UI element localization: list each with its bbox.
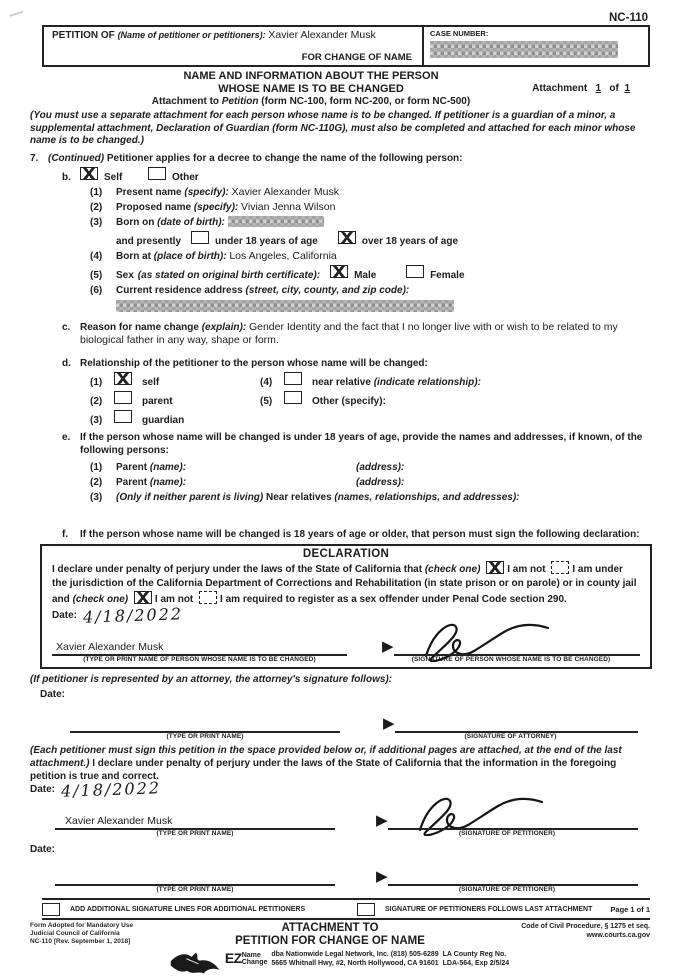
male-label: Male xyxy=(354,269,377,281)
presently-label: and presently xyxy=(116,235,182,247)
field-4-number: (4) xyxy=(90,250,103,262)
ez-logo-text: EZ xyxy=(224,949,242,966)
checkbox-over-18[interactable] xyxy=(338,231,356,244)
relationship-text: Relationship of the petitioner to the person whose name will be changed: xyxy=(80,357,428,369)
i-am-label-1: I am xyxy=(572,563,593,575)
item-e-label: e. xyxy=(62,431,71,443)
attorney-date-label: Date: xyxy=(40,688,66,700)
near-relatives-cond: (Only if neither parent is living) xyxy=(116,491,264,503)
petitioner-verification-text xyxy=(30,744,654,783)
near-relatives-hint: (names, relationships, and addresses): xyxy=(334,491,520,503)
footer-code-reference: Code of Civil Procedure, § 1275 et seq. xyxy=(521,922,650,930)
petitioner-signature-row-2 xyxy=(55,872,638,893)
relationship-row-1 xyxy=(90,372,678,389)
field-address xyxy=(90,284,678,297)
female-label: Female xyxy=(430,269,465,281)
petitioner-signature-row-1 xyxy=(55,796,638,837)
rel-guardian-label: guardian xyxy=(142,414,185,426)
petition-of-hint: (Name of petitioner or petitioners): xyxy=(117,30,266,40)
present-name-value: Xavier Alexander Musk xyxy=(231,185,339,198)
attorney-intro: (If petitioner is represented by an attorney, the attorney's signature follows): xyxy=(30,673,393,685)
subtitle-petition: Petition xyxy=(221,96,259,107)
item-7b-label: b. xyxy=(62,171,71,183)
sex-hint: (as stated on original birth certificate): xyxy=(137,269,321,281)
attachment-number: 1 xyxy=(595,83,602,94)
checkbox-i-am-not-offender[interactable] xyxy=(134,591,152,604)
signature-arrow-icon xyxy=(382,638,394,656)
attorney-signature-caption: (SIGNATURE OF ATTORNEY) xyxy=(464,732,557,740)
parent-1-number: (1) xyxy=(90,461,103,473)
checkbox-other[interactable] xyxy=(148,167,166,180)
born-at-label: Born at xyxy=(116,250,151,262)
decl-date-label: Date: xyxy=(52,609,78,621)
present-name-hint: (specify): xyxy=(184,186,229,198)
checkbox-under-18[interactable] xyxy=(191,231,209,244)
item-c-label: c. xyxy=(62,321,71,333)
attachment-of-label: of xyxy=(609,83,619,94)
rel-self-label: self xyxy=(142,376,160,388)
checkbox-i-am-offender[interactable] xyxy=(199,591,217,604)
near-relatives-label: Near relatives xyxy=(263,491,335,503)
form-footer xyxy=(30,922,650,948)
attorney-name-caption: (TYPE OR PRINT NAME) xyxy=(166,732,244,740)
item-f-label: f. xyxy=(62,528,69,540)
footer-title-line2: PETITION FOR CHANGE OF NAME xyxy=(235,934,425,947)
for-change-of-name-label: FOR CHANGE OF NAME xyxy=(301,52,412,63)
parent-2-row xyxy=(90,476,678,489)
county-reg-line-1: LA County Reg No. xyxy=(442,950,507,958)
form-title-line1: NAME AND INFORMATION ABOUT THE PERSON xyxy=(183,70,439,82)
checkbox-i-am-not-prison[interactable] xyxy=(486,561,504,574)
checkbox-add-signature-lines[interactable] xyxy=(42,903,60,916)
checkbox-i-am-prison[interactable] xyxy=(551,561,569,574)
field-5-number: (5) xyxy=(90,269,103,281)
checkbox-self[interactable] xyxy=(80,167,98,180)
instructions-paragraph: (You must use a separate attachment for each person whose name is to be changed. If petitioner is a guardian of a minor, a supplemental attachment, Declaration of Guardian (form NC-110G), must also be completed and attached for each minor whose name is to be changed.) xyxy=(30,110,636,146)
decl-text-2: under the jurisdiction of the California Department of Corrections and Rehabilitation (in state prison or on parole) or in county jail and xyxy=(52,563,637,605)
checkbox-rel-self[interactable] xyxy=(114,372,132,385)
form-title-line2: WHOSE NAME IS TO BE CHANGED xyxy=(218,82,404,95)
checkbox-signature-follows[interactable] xyxy=(357,903,375,916)
decl-signature-caption: (SIGNATURE OF PERSON WHOSE NAME IS TO BE CHANGED) xyxy=(411,655,611,663)
field-2-number: (2) xyxy=(90,201,103,213)
caption-box xyxy=(42,25,650,67)
field-3-number: (3) xyxy=(90,216,103,228)
decl-name-caption: (TYPE OR PRINT NAME OF PERSON WHOSE NAME IS TO BE CHANGED) xyxy=(83,655,316,663)
checkbox-female[interactable] xyxy=(406,265,424,278)
field-born-at xyxy=(90,250,678,263)
under-18-label: under 18 years of age xyxy=(215,235,318,247)
present-name-label: Present name xyxy=(116,186,182,198)
subtitle-post: (form NC-100, form NC-200, or form NC-500) xyxy=(258,96,471,107)
attachment-label: Attachment xyxy=(532,83,588,94)
attachment-counter xyxy=(532,83,630,94)
page-indicator: Page 1 of 1 xyxy=(610,904,650,914)
item-f xyxy=(62,528,678,541)
petitioner-printed-name: Xavier Alexander Musk xyxy=(55,815,335,830)
petitioner-date-row xyxy=(30,777,678,801)
declaration-box xyxy=(40,544,652,669)
county-reg-line-2: LDA-564, Exp 2/5/24 xyxy=(442,959,510,967)
petitioner-signature-caption: (SIGNATURE OF PETITIONER) xyxy=(458,829,556,837)
decl-date-value: 4/18/2022 xyxy=(82,603,184,627)
add-signature-lines-label: ADD ADDITIONAL SIGNATURE LINES FOR ADDITIONAL PETITIONERS xyxy=(70,905,306,913)
checkbox-rel-guardian[interactable] xyxy=(114,410,132,423)
item-d-label: d. xyxy=(62,357,71,369)
signature-arrow-icon xyxy=(376,868,388,886)
proposed-name-hint: (specify): xyxy=(193,201,239,213)
petitioner-intro-italic: (Each petitioner must sign this petition in the space provided below or, if additional pages are attached, at the end of the last attachment.) xyxy=(30,744,622,769)
declaration-text xyxy=(52,561,640,607)
field-present-name xyxy=(90,186,678,199)
decl-text-3: required to register as a sex offender under Penal Code section 290. xyxy=(242,593,567,605)
case-number-label: CASE NUMBER: xyxy=(430,29,489,38)
eagle-logo-icon xyxy=(169,950,221,976)
decl-text-1: I declare under penalty of perjury under the laws of the State of California that xyxy=(52,563,425,575)
born-on-hint: (date of birth): xyxy=(157,216,225,228)
petitioner-name-value: Xavier Alexander Musk xyxy=(268,29,376,41)
item-d xyxy=(62,357,678,370)
parent-1-hint: (name): xyxy=(149,461,187,473)
case-number-redacted xyxy=(430,41,618,58)
other-label: Other xyxy=(172,171,199,183)
petition-of-label: PETITION OF xyxy=(52,30,115,41)
proposed-name-value: Vivian Jenna Wilson xyxy=(241,200,336,213)
parent-2-hint: (name): xyxy=(149,476,187,488)
field-sex xyxy=(90,265,678,282)
address-hint: (street, city, county, and zip code): xyxy=(245,284,410,296)
bottom-options-row xyxy=(42,900,650,918)
relationship-row-3 xyxy=(90,410,678,427)
ez-name-text: Name xyxy=(241,951,261,959)
item-c xyxy=(62,321,678,347)
relationship-row-2 xyxy=(90,391,678,408)
footer-courts-url: www.courts.ca.gov xyxy=(586,931,650,939)
item-7 xyxy=(30,152,678,165)
item-e xyxy=(62,431,678,457)
petitioner-intro-rest: I declare under penalty of perjury under the laws of the State of California that the information in the foregoing petition is true and correct. xyxy=(30,757,617,782)
signature-arrow-icon xyxy=(376,812,388,830)
reason-value: Gender Identity and the fact that I no longer live with or wish to be related to my biological father in any way, shape or form. xyxy=(80,320,618,346)
attorney-signature-row xyxy=(70,719,638,740)
field-age-status xyxy=(116,231,678,248)
item-7-number: 7. xyxy=(30,152,39,164)
parent-1-address-hint: (address): xyxy=(356,461,405,473)
address-label: Current residence address xyxy=(116,284,243,296)
birthplace-value: Los Angeles, California xyxy=(229,249,337,262)
rel-near-label: near relative xyxy=(312,376,371,388)
subtitle-pre: Attachment to xyxy=(151,96,222,107)
signature-follows-label: SIGNATURE OF PETITIONERS FOLLOWS LAST ATTACHMENT xyxy=(384,905,593,913)
date-of-birth-redacted xyxy=(228,216,324,227)
checkbox-rel-parent[interactable] xyxy=(114,391,132,404)
i-am-not-label-2: I am not xyxy=(154,593,194,605)
checkbox-rel-near-relative[interactable] xyxy=(284,372,302,385)
declaration-signature-row xyxy=(52,622,640,663)
parent-2-label: Parent xyxy=(116,476,148,488)
i-am-label-2: I am xyxy=(220,593,241,605)
rel-other-label: Other (specify): xyxy=(312,395,386,407)
over-18-label: over 18 years of age xyxy=(361,235,459,247)
parent-2-number: (2) xyxy=(90,476,103,488)
decl-printed-name: Xavier Alexander Musk xyxy=(52,641,347,656)
field-1-number: (1) xyxy=(90,186,103,198)
decl-check-one-2: (check one) xyxy=(72,593,129,605)
sex-label: Sex xyxy=(116,269,134,281)
opt-5-number: (5) xyxy=(260,395,273,407)
form-number: NC-110 xyxy=(609,12,648,24)
divider-bottom xyxy=(42,918,650,920)
address-redacted-row xyxy=(116,297,678,315)
near-relatives-number: (3) xyxy=(90,491,103,503)
checkbox-rel-other[interactable] xyxy=(284,391,302,404)
item-7b xyxy=(62,167,678,184)
petitioner-date-label: Date: xyxy=(30,783,56,795)
decl-check-one-1: (check one) xyxy=(424,563,481,575)
opt-4-number: (4) xyxy=(260,376,273,388)
opt-2-number: (2) xyxy=(90,395,103,407)
footer-adopted-line: Form Adopted for Mandatory Use xyxy=(30,921,134,929)
parent-2-address-hint: (address): xyxy=(356,476,405,488)
checkbox-male[interactable] xyxy=(330,265,348,278)
rel-near-hint: (indicate relationship): xyxy=(373,376,481,388)
petitioner-name-caption: (TYPE OR PRINT NAME) xyxy=(156,829,234,837)
address-redacted xyxy=(116,300,454,312)
company-line-2: 5665 Whitnall Hwy, #2, North Hollywood, CA 91601 xyxy=(271,959,439,967)
attachment-total: 1 xyxy=(624,83,630,94)
footer-title-line1: ATTACHMENT TO xyxy=(281,921,379,934)
footer-council-line: Judicial Council of California xyxy=(30,929,120,937)
item-7-continued: (Continued) xyxy=(48,152,105,164)
signature-arrow-icon xyxy=(383,715,395,733)
petitioner-signature-caption-2: (SIGNATURE OF PETITIONER) xyxy=(458,885,556,893)
petitioner-name-caption-2: (TYPE OR PRINT NAME) xyxy=(156,885,234,893)
field-proposed-name xyxy=(90,201,678,214)
proposed-name-label: Proposed name xyxy=(116,201,192,213)
i-am-not-label-1: I am not xyxy=(507,563,546,575)
item-f-text: If the person whose name will be changed is 18 years of age or older, that person must sign the following declaration: xyxy=(80,528,640,540)
born-on-label: Born on xyxy=(116,216,155,228)
born-at-hint: (place of birth): xyxy=(153,250,227,262)
parent-1-label: Parent xyxy=(116,461,148,473)
field-6-number: (6) xyxy=(90,284,103,296)
opt-1-number: (1) xyxy=(90,376,103,388)
form-title-block xyxy=(0,70,678,107)
declaration-title: DECLARATION xyxy=(302,547,390,560)
preparer-logo-row xyxy=(0,950,678,976)
reason-hint: (explain): xyxy=(201,321,247,333)
parent-1-row xyxy=(90,461,678,474)
reason-label: Reason for name change xyxy=(80,321,199,333)
company-line-1: dba Nationwide Legal Network, Inc. (818) 505-6289 xyxy=(271,950,439,958)
footer-revision-line: NC-110 [Rev. September 1, 2018] xyxy=(30,937,131,945)
petitioner-date-value: 4/18/2022 xyxy=(60,777,162,801)
form-subtitle xyxy=(0,96,650,107)
opt-3-number: (3) xyxy=(90,414,103,426)
self-label: Self xyxy=(104,171,123,183)
petitioner-date-label-2: Date: xyxy=(30,843,56,855)
item-7-text: Petitioner applies for a decree to change the name of the following person: xyxy=(106,152,463,164)
field-born-on xyxy=(90,216,678,229)
item-e-text: If the person whose name will be changed is under 18 years of age, provide the names and addresses, if known, of the following persons: xyxy=(80,431,643,456)
rel-parent-label: parent xyxy=(142,395,173,407)
ez-change-text: Change xyxy=(241,958,268,966)
near-relatives-row xyxy=(90,491,678,504)
